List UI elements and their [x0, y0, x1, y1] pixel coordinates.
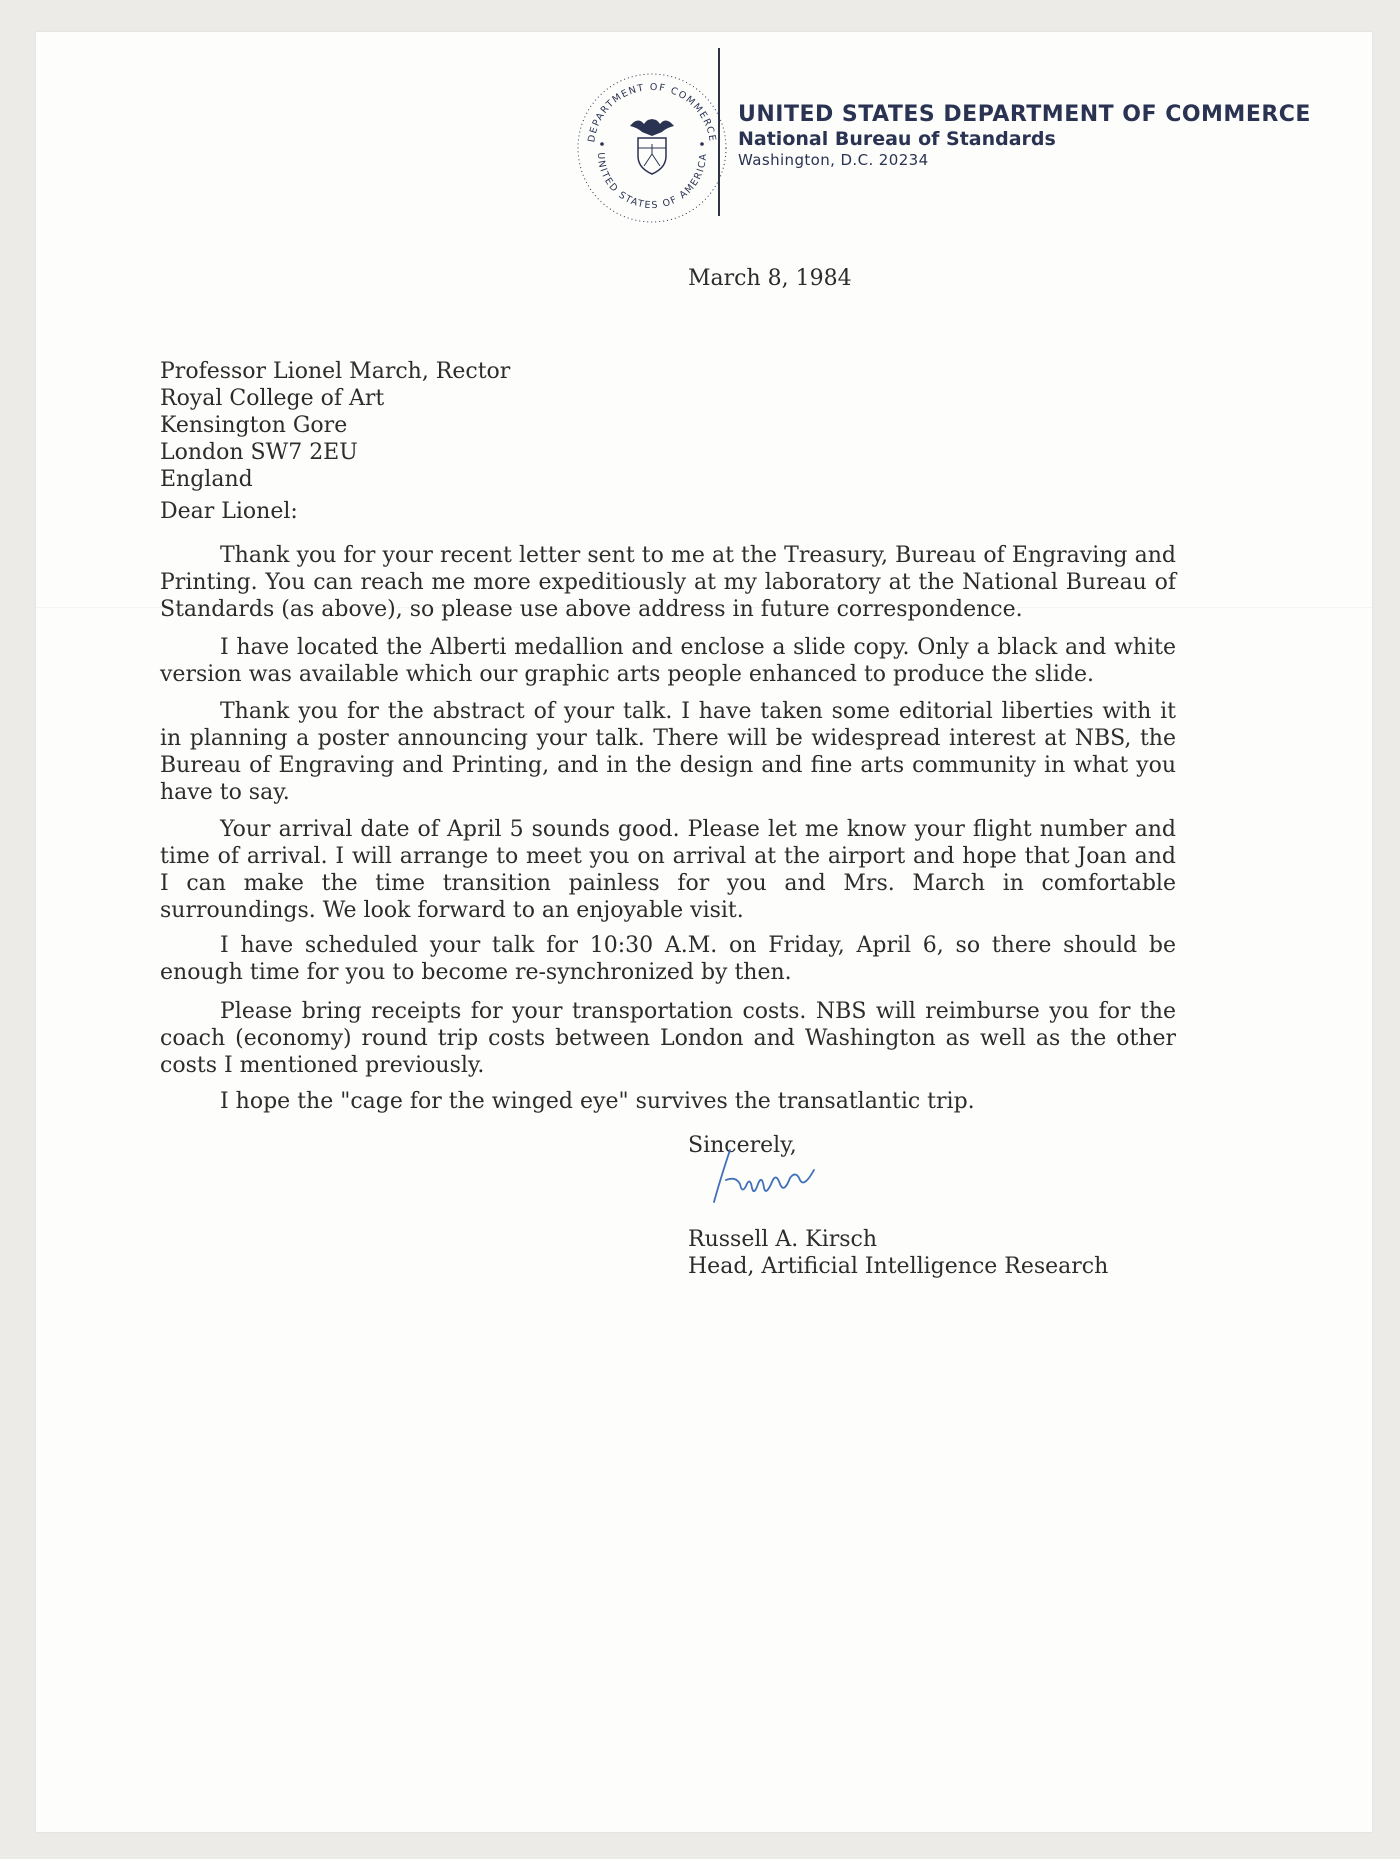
- recipient-line: Professor Lionel March, Rector: [160, 359, 511, 384]
- body-paragraph: Thank you for the abstract of your talk. I have taken some editorial liberties with it in planning a poster announcing your talk. There will be widespread interest at NBS, the Bureau of Engraving and Printing, and in the design and fine arts community in what you have to say.: [160, 699, 1176, 805]
- letterhead-address: Washington, D.C. 20234: [738, 151, 929, 169]
- handwritten-signature: [696, 1140, 856, 1210]
- signer-title: Head, Artificial Intelligence Research: [688, 1254, 1109, 1279]
- salutation: Dear Lionel:: [160, 499, 298, 524]
- closing: Sincerely,: [688, 1133, 797, 1158]
- recipient-address: [160, 358, 510, 493]
- seal-graphic: [572, 68, 732, 228]
- signature-graphic: [696, 1140, 856, 1210]
- bureau-name: National Bureau of Standards: [738, 128, 1056, 150]
- body-paragraph: Please bring receipts for your transportation costs. NBS will reimburse you for the coach (economy) round trip costs between London and Washington as well as the other costs I mentioned previously.: [160, 999, 1176, 1078]
- body-paragraph: I hope the "cage for the winged eye" survives the transatlantic trip.: [220, 1089, 975, 1114]
- body-paragraph: I have located the Alberti medallion and enclose a slide copy. Only a black and white version was available which our graphic arts people enhanced to produce the slide.: [160, 635, 1176, 687]
- letterhead: [738, 102, 1311, 169]
- department-seal: [572, 68, 732, 228]
- body-paragraph: Your arrival date of April 5 sounds good. Please let me know your flight number and time of arrival. I will arrange to meet you on arrival at the airport and hope that Joan and I can make the time transition painless for you and Mrs. March in comfortable surroundings. We look forward to an enjoyable visit.: [160, 817, 1176, 923]
- body-paragraph: Thank you for your recent letter sent to me at the Treasury, Bureau of Engraving and Printing. You can reach me more expeditiously at my laboratory at the National Bureau of Standards (as above), so please use above address in future correspondence.: [160, 543, 1176, 622]
- letterhead-divider: [718, 48, 720, 216]
- recipient-line: England: [160, 467, 253, 492]
- svg-text:UNITED STATES OF AMERICA: UNITED STATES OF AMERICA: [594, 152, 710, 212]
- letter-date: March 8, 1984: [688, 266, 852, 291]
- recipient-line: Royal College of Art: [160, 386, 385, 411]
- department-name: UNITED STATES DEPARTMENT OF COMMERCE: [738, 102, 1311, 127]
- recipient-line: Kensington Gore: [160, 413, 348, 438]
- svg-text:DEPARTMENT OF COMMERCE: DEPARTMENT OF COMMERCE: [586, 81, 718, 144]
- recipient-line: London SW7 2EU: [160, 440, 358, 465]
- signer-name: Russell A. Kirsch: [688, 1227, 878, 1252]
- body-paragraph: I have scheduled your talk for 10:30 A.M. on Friday, April 6, so there should be enough time for you to become re-synchronized by then.: [160, 933, 1176, 985]
